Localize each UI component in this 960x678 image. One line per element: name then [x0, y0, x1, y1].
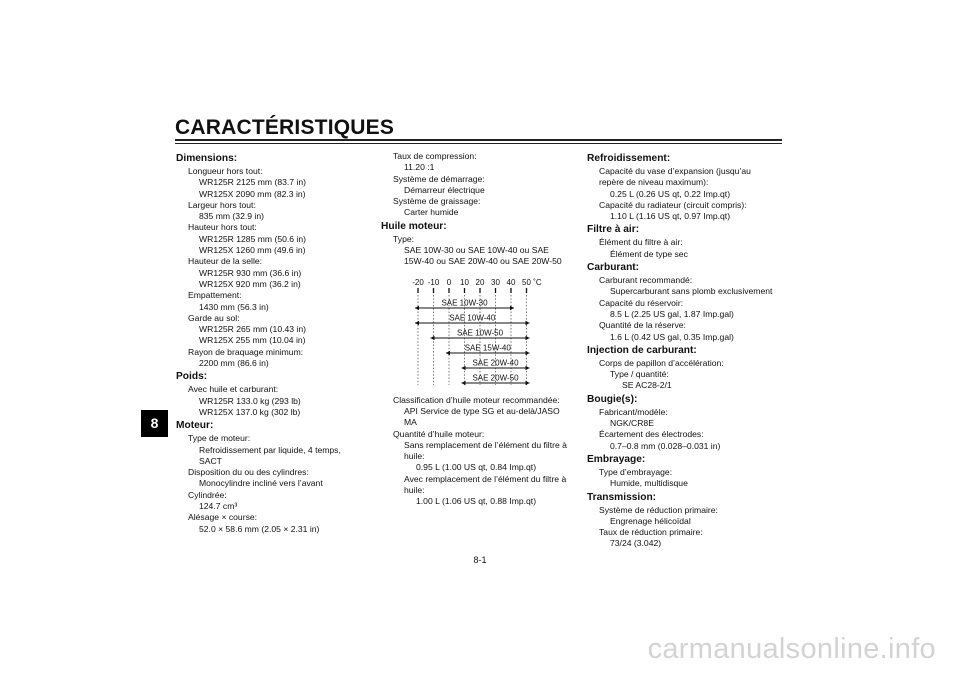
spec-value: Élément de type sec: [610, 248, 688, 259]
spec-label: Corps de papillon d’accélération:: [599, 357, 724, 368]
spec-value: Humide, multidisque: [610, 478, 688, 489]
spec-label: Capacité du radiateur (circuit compris):: [599, 199, 747, 210]
spec-value: WR125X 255 mm (10.04 in): [199, 335, 306, 346]
spec-label: Capacité du vase d’expansion (jusqu’au: [599, 166, 751, 176]
grade-range-arrow-left: [415, 305, 419, 309]
unit-label: ˚C: [533, 277, 542, 287]
oil-viscosity-chart: [403, 273, 583, 391]
spec-label: Quantité d’huile moteur:: [393, 428, 485, 439]
spec-value: 1.00 L (1.06 US qt, 0.88 Imp.qt): [416, 496, 537, 507]
spec-value: SAE 10W-30 ou SAE 10W-40 ou SAE: [404, 245, 549, 256]
section-heading-bougie: Bougie(s):: [587, 393, 638, 405]
column-3: [587, 151, 787, 550]
spec-value: 8.5 L (2.25 US gal, 1.87 Imp.gal): [610, 308, 734, 319]
spec-value: 0.95 L (1.00 US qt, 0.84 Imp.qt): [416, 462, 537, 473]
spec-value: 73/24 (3.042): [610, 538, 662, 549]
spec-value: SACT: [199, 455, 222, 466]
tick-label: 20: [475, 277, 485, 287]
grade-range-arrow-left: [446, 350, 450, 354]
spec-label: Alésage × course:: [188, 512, 258, 523]
spec-label: Type de moteur:: [188, 433, 251, 444]
grade-range-arrow-right: [526, 320, 530, 324]
tick-label: -10: [427, 277, 440, 287]
spec-value: Refroidissement par liquide, 4 temps,: [199, 444, 341, 455]
spec-value: WR125R 133.0 kg (293 lb): [199, 395, 301, 406]
spec-label: Fabricant/modèle:: [599, 406, 668, 417]
spec-value: MA: [404, 417, 417, 428]
grade-range-arrow-right: [526, 365, 530, 369]
spec-label: huile:: [404, 451, 425, 462]
column-1: [176, 151, 376, 535]
spec-label: Rayon de braquage minimum:: [188, 346, 304, 357]
tick-label: 0: [446, 277, 452, 287]
spec-value: Engrenage hélicoïdal: [610, 515, 691, 526]
spec-label: Hauteur hors tout:: [188, 222, 257, 233]
spec-value: 835 mm (32.9 in): [199, 211, 264, 222]
spec-value: 52.0 × 58.6 mm (2.05 × 2.31 in): [199, 523, 320, 534]
spec-value: 1.10 L (1.16 US qt, 0.97 Imp.qt): [610, 211, 731, 222]
spec-value: 1.6 L (0.42 US gal, 0.35 Imp.gal): [610, 331, 734, 342]
spec-value: WR125R 930 mm (36.6 in): [199, 267, 302, 278]
section-heading-transmission: Transmission:: [587, 491, 657, 503]
grade-label: SAE 10W-30: [441, 298, 488, 308]
spec-label: Disposition du ou des cylindres:: [188, 467, 309, 478]
spec-label: Longueur hors tout:: [188, 166, 263, 176]
spec-label: Système de démarrage:: [393, 173, 485, 184]
spec-label: Empattement:: [188, 290, 242, 301]
spec-value: Supercarburant sans plomb exclusivement: [610, 286, 773, 297]
column-2: [381, 151, 586, 508]
grade-label: SAE 10W-50: [456, 328, 504, 338]
section-heading-embrayage: Embrayage:: [587, 453, 646, 465]
grade-range-arrow-left: [431, 335, 435, 339]
section-heading-carburant: Carburant:: [587, 262, 640, 274]
spec-value: 0.25 L (0.26 US qt, 0.22 Imp.qt): [610, 188, 731, 199]
spec-label: Type d’embrayage:: [599, 466, 673, 477]
section-heading-poids: Poids:: [176, 371, 208, 383]
section-heading-dimensions: Dimensions:: [176, 153, 238, 164]
grade-label: SAE 15W-40: [464, 343, 511, 353]
tick-label: 30: [491, 277, 500, 287]
spec-value: WR125X 920 mm (36.2 in): [199, 278, 301, 289]
grade-range-arrow-left: [462, 380, 466, 384]
section-heading-injection: Injection de carburant:: [587, 344, 697, 356]
spec-value: Carter humide: [404, 207, 459, 218]
grade-range-arrow-left: [415, 320, 419, 324]
spec-label: Hauteur de la selle:: [188, 256, 263, 267]
spec-value: 2200 mm (86.6 in): [199, 358, 269, 369]
title-rule: [175, 139, 782, 141]
spec-value: Démarreur électrique: [404, 184, 485, 195]
spec-value: WR125R 265 mm (10.43 in): [199, 324, 306, 335]
tick-label: 40: [506, 277, 516, 287]
spec-value: API Service de type SG et au-delà/JASO: [404, 405, 560, 416]
spec-value: 15W-40 ou SAE 20W-40 ou SAE 20W-50: [404, 256, 562, 267]
spec-label: Taux de compression:: [393, 151, 477, 161]
spec-label: Classification d’huile moteur recommandée:: [393, 394, 560, 405]
spec-value: 11.20 :1: [404, 162, 435, 173]
spec-label: Taux de réduction primaire:: [599, 527, 703, 538]
section-heading-filtre: Filtre à air:: [587, 224, 640, 236]
spec-value: Monocylindre incliné vers l’avant: [199, 478, 323, 489]
spec-label: Sans remplacement de l’élément du filtre à: [404, 439, 567, 450]
spec-value: WR125R 1285 mm (50.6 in): [199, 233, 306, 244]
spec-label: Écartement des électrodes:: [599, 429, 704, 440]
spec-label: huile:: [404, 485, 425, 496]
grade-range-arrow-right: [510, 305, 514, 309]
spec-label: repère de niveau maximum):: [599, 177, 709, 188]
spec-label: Largeur hors tout:: [188, 199, 256, 210]
page-number: 8-1: [473, 555, 487, 565]
grade-label: SAE 20W-40: [472, 358, 519, 368]
tick-label: 50: [522, 277, 531, 287]
spec-label: Quantité de la réserve:: [599, 320, 686, 331]
grade-range-arrow-right: [526, 380, 530, 384]
spec-value: 0.7–0.8 mm (0.028–0.031 in): [610, 440, 721, 451]
grade-label: SAE 20W-50: [472, 373, 519, 383]
spec-label: Système de réduction primaire:: [599, 504, 718, 515]
spec-value: NGK/CR8E: [610, 418, 654, 429]
grade-range-arrow-left: [462, 365, 466, 369]
section-heading-huile: Huile moteur:: [381, 220, 447, 232]
page-title: CARACTÉRISTIQUES: [175, 116, 395, 139]
spec-value: WR125X 1260 mm (49.6 in): [199, 245, 306, 256]
spec-label: Carburant recommandé:: [599, 275, 693, 286]
spec-value: 1430 mm (56.3 in): [199, 301, 269, 312]
spec-label: Système de graissage:: [393, 196, 481, 207]
spec-value: SE AC28-2/1: [622, 380, 672, 391]
spec-label: Cylindrée:: [188, 489, 227, 500]
chapter-tab: 8: [141, 410, 168, 437]
grade-range-arrow-right: [526, 350, 530, 354]
grade-range-arrow-right: [526, 335, 530, 339]
spec-label: Garde au sol:: [188, 312, 240, 323]
tick-label: -20: [412, 277, 424, 287]
spec-label: Type:: [393, 233, 415, 244]
watermark: carmanualsonline.info: [647, 633, 936, 665]
spec-label: Type / quantité:: [610, 369, 669, 380]
tick-label: 10: [460, 277, 469, 287]
spec-value: 124.7 cm³: [199, 501, 238, 512]
spec-label: Élément du filtre à air:: [599, 237, 683, 248]
spec-value: WR125R 2125 mm (83.7 in): [199, 177, 306, 188]
section-heading-moteur: Moteur:: [176, 420, 214, 432]
section-heading-refroidissement: Refroidissement:: [587, 153, 671, 164]
spec-label: Avec remplacement de l’élément du filtre à: [404, 473, 567, 484]
title-rule-thin: [175, 143, 782, 144]
grade-label: SAE 10W-40: [449, 313, 496, 323]
spec-label: Capacité du réservoir:: [599, 297, 684, 308]
spec-value: WR125X 2090 mm (82.3 in): [199, 188, 306, 199]
spec-label: Avec huile et carburant:: [188, 384, 279, 395]
spec-value: WR125X 137.0 kg (302 lb): [199, 406, 301, 417]
